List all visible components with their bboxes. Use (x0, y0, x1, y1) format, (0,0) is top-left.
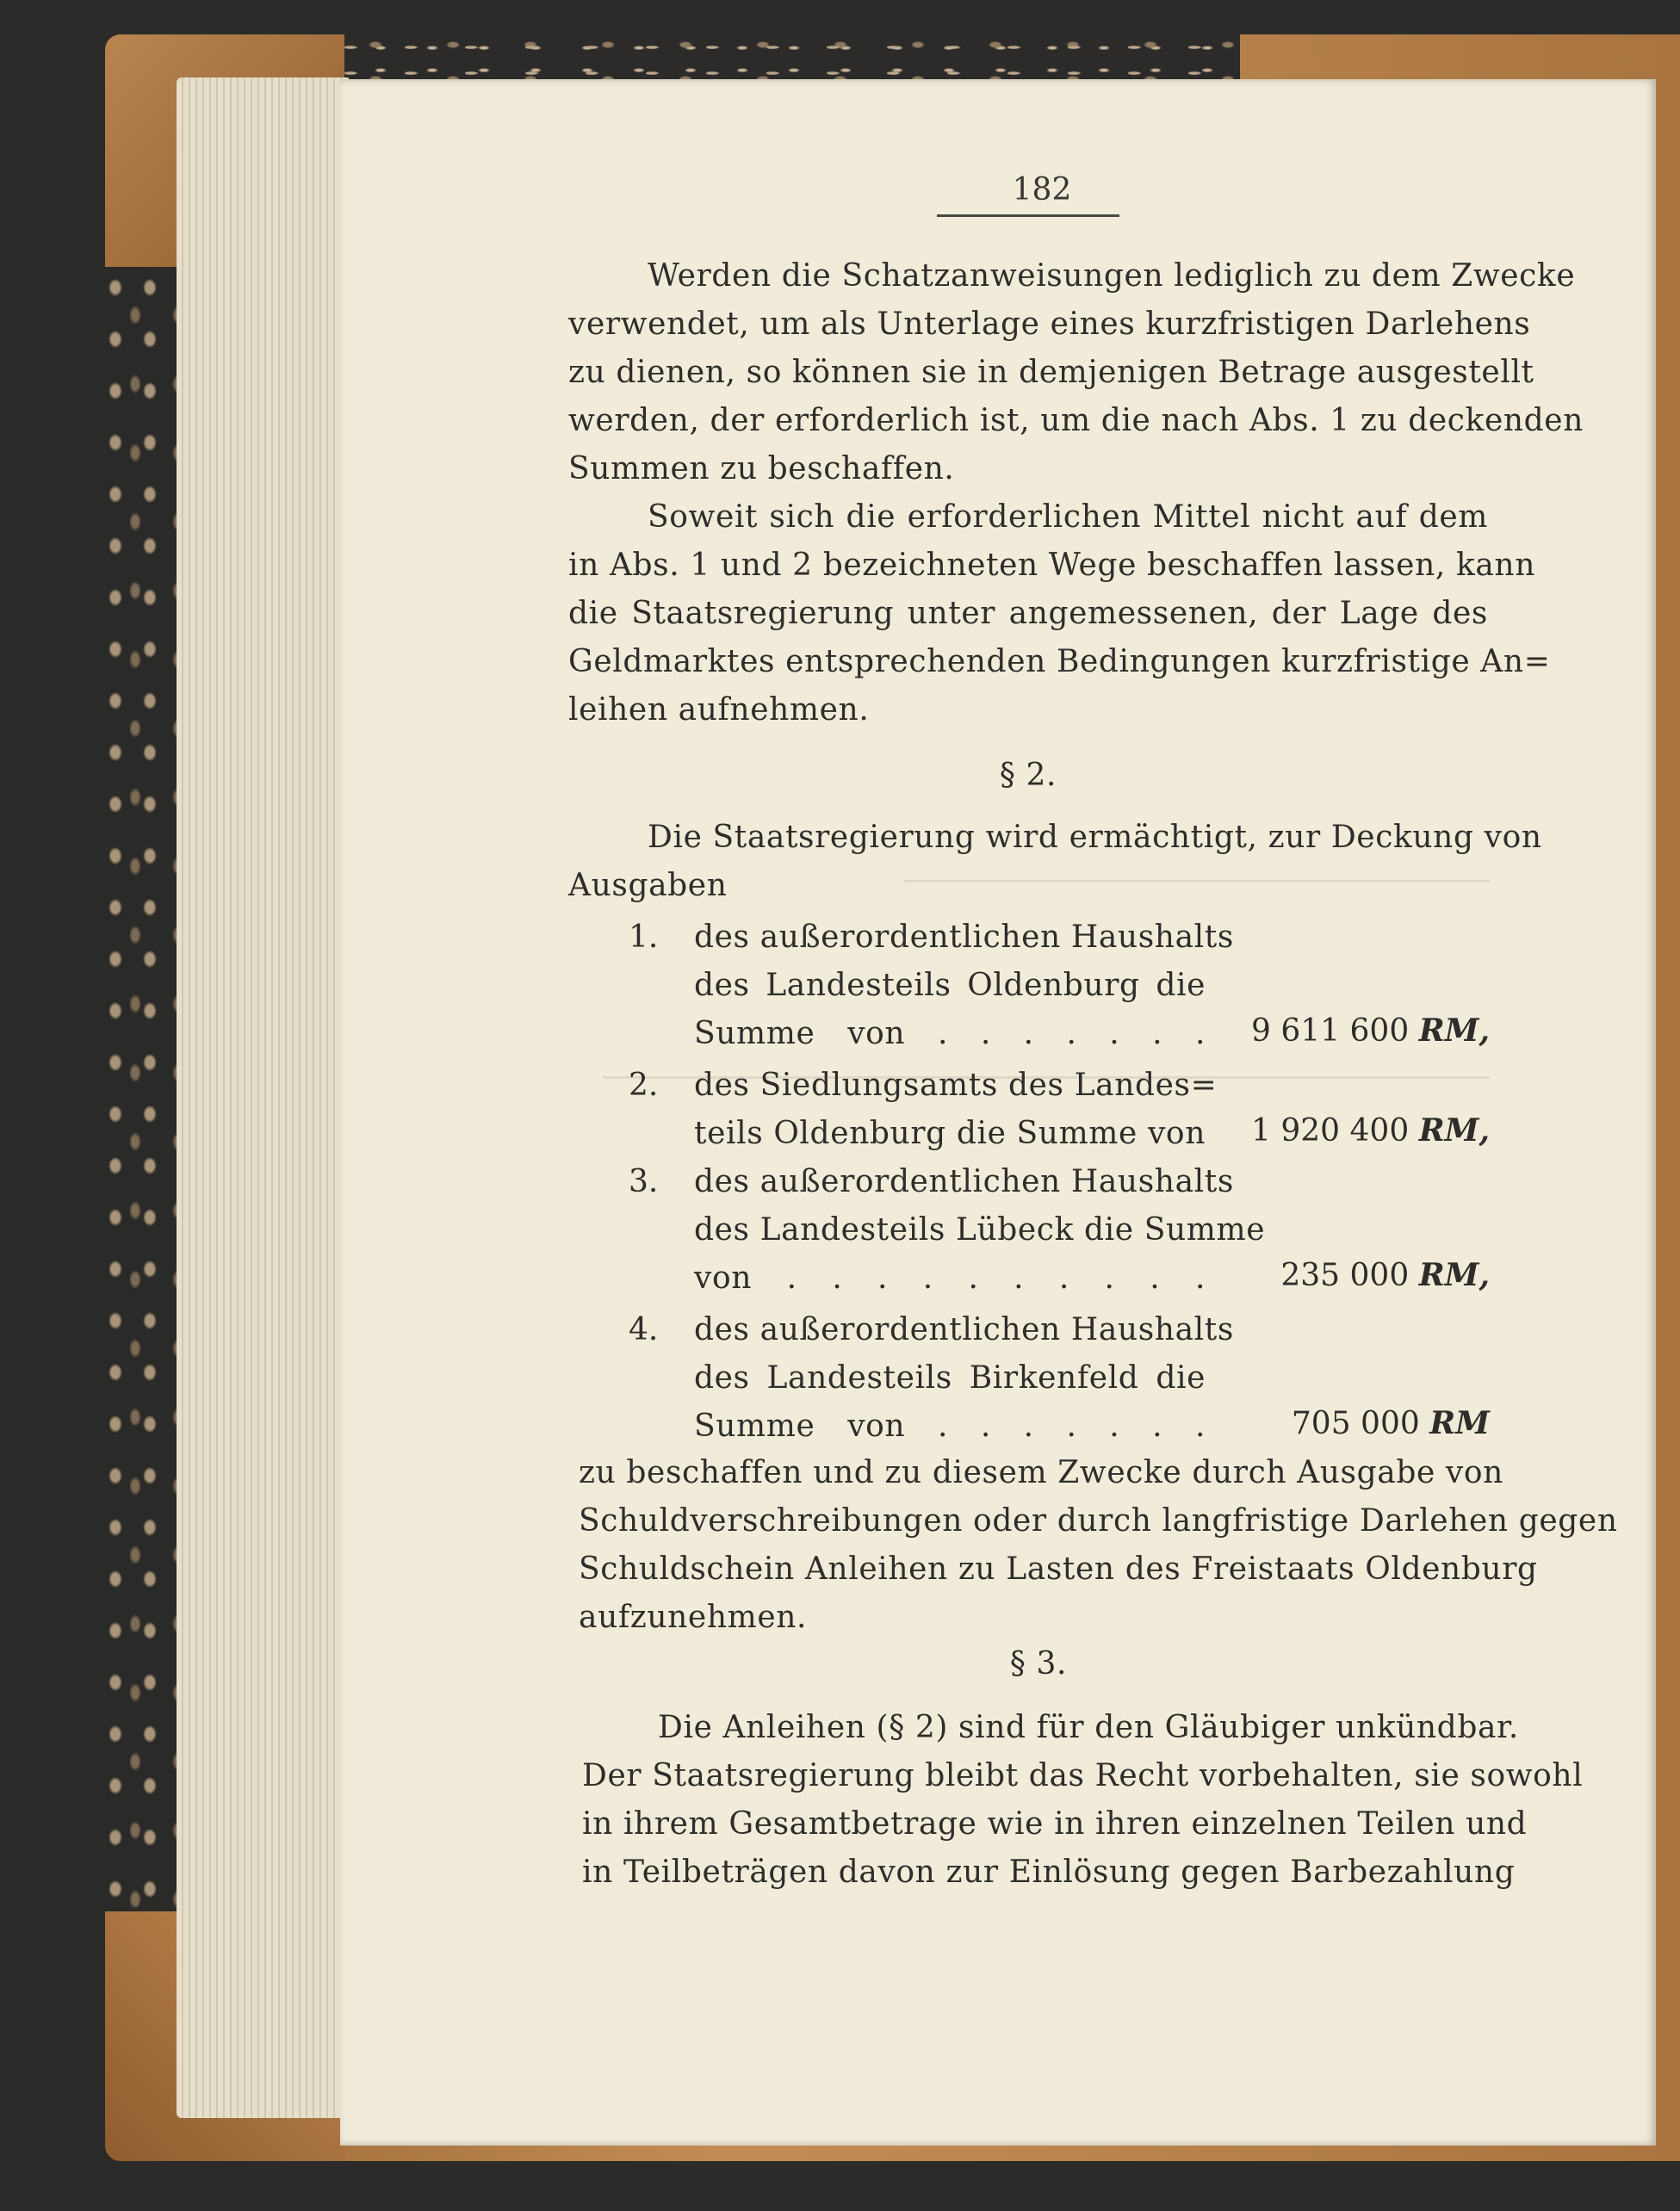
item-1-line-2: des Landesteils Oldenburg die (694, 968, 1206, 1003)
section-2-closing-line-1: zu beschaffen und zu diesem Zwecke durch Ausgabe von (579, 1455, 1503, 1490)
marbled-paper-left (105, 267, 183, 1911)
paragraph-1-line-1: Werden die Schatzanweisungen lediglich zu dem Zwecke (648, 258, 1576, 294)
item-2-line-1: des Siedlungsamts des Landes= (694, 1068, 1218, 1103)
header-rule (937, 214, 1119, 217)
item-4-amount (1214, 1405, 1490, 1441)
item-3-line-2: des Landesteils Lübeck die Summe (694, 1212, 1266, 1248)
section-2-intro-line-2: Ausgaben (568, 868, 728, 903)
section-2-intro-line-1: Die Staatsregierung wird ermächtigt, zur Deckung von (648, 820, 1542, 855)
show-through-rule (904, 880, 1490, 883)
page-number: 182 (1012, 172, 1072, 207)
paragraph-1-line-5: Summen zu beschaffen. (568, 451, 955, 486)
amount-unit: RM (1429, 1405, 1490, 1441)
item-1-amount (1214, 1013, 1490, 1049)
item-4-line-2: des Landesteils Birkenfeld die (694, 1360, 1206, 1396)
page-stack-edge (177, 77, 349, 2118)
item-2-line-2: teils Oldenburg die Summe von (694, 1116, 1206, 1151)
amount-value: 9 611 600 (1251, 1013, 1410, 1049)
section-2-closing-line-4: aufzunehmen. (579, 1600, 808, 1635)
item-3-line-3: von . . . . . . . . . . (694, 1260, 1206, 1296)
item-4-line-1: des außerordentlichen Haushalts (694, 1312, 1234, 1347)
amount-unit: RM, (1418, 1013, 1490, 1049)
item-number: 3. (629, 1164, 659, 1199)
section-3-line-1: Die Anleihen (§ 2) sind für den Gläubiger unkündbar. (658, 1710, 1519, 1745)
paragraph-2-line-5: leihen aufnehmen. (568, 692, 870, 728)
paragraph-1-line-3: zu dienen, so können sie in demjenigen Betrage ausgestellt (568, 355, 1534, 390)
amount-value: 705 000 (1291, 1406, 1420, 1441)
item-1-line-1: des außerordentlichen Haushalts (694, 920, 1234, 955)
paragraph-2-line-4: Geldmarktes entsprechenden Bedingungen kurzfristige An= (568, 644, 1551, 679)
paragraph-2-line-1: Soweit sich die erforderlichen Mittel nicht auf dem (648, 499, 1488, 535)
paragraph-2-line-3: die Staatsregierung unter angemessenen, der Lage des (568, 596, 1488, 631)
item-2-amount (1214, 1112, 1490, 1149)
paragraph-1-line-4: werden, der erforderlich ist, um die nach Abs. 1 zu deckenden (568, 403, 1584, 438)
item-number: 2. (629, 1068, 659, 1103)
section-3-line-4: in Teilbeträgen davon zur Einlösung gegen Barbezahlung (582, 1855, 1516, 1890)
amount-value: 235 000 (1280, 1258, 1410, 1293)
amount-value: 1 920 400 (1251, 1113, 1410, 1149)
amount-unit: RM, (1418, 1112, 1490, 1149)
item-number: 1. (629, 920, 659, 955)
paragraph-2-line-2: in Abs. 1 und 2 bezeichneten Wege beschaffen lassen, kann (568, 548, 1536, 583)
item-3-line-1: des außerordentlichen Haushalts (694, 1164, 1234, 1199)
item-number: 4. (629, 1312, 659, 1347)
item-3-amount (1214, 1257, 1490, 1293)
section-3-heading: § 3. (1009, 1646, 1068, 1681)
section-2-heading: § 2. (999, 758, 1057, 793)
section-2-closing-line-2: Schuldverschreibungen oder durch langfristige Darlehen gegen (579, 1503, 1618, 1539)
item-1-line-3: Summe von . . . . . . . (694, 1016, 1206, 1051)
paragraph-1-line-2: verwendet, um als Unterlage eines kurzfristigen Darlehens (568, 307, 1531, 342)
section-3-line-3: in ihrem Gesamtbetrage wie in ihren einzelnen Teilen und (582, 1806, 1528, 1842)
section-3-line-2: Der Staatsregierung bleibt das Recht vorbehalten, sie sowohl (582, 1758, 1584, 1793)
section-2-closing-line-3: Schuldschein Anleihen zu Lasten des Freistaats Oldenburg (579, 1551, 1538, 1587)
marbled-paper-top (344, 34, 1240, 79)
amount-unit: RM, (1418, 1257, 1490, 1293)
item-4-line-3: Summe von . . . . . . . (694, 1409, 1206, 1444)
